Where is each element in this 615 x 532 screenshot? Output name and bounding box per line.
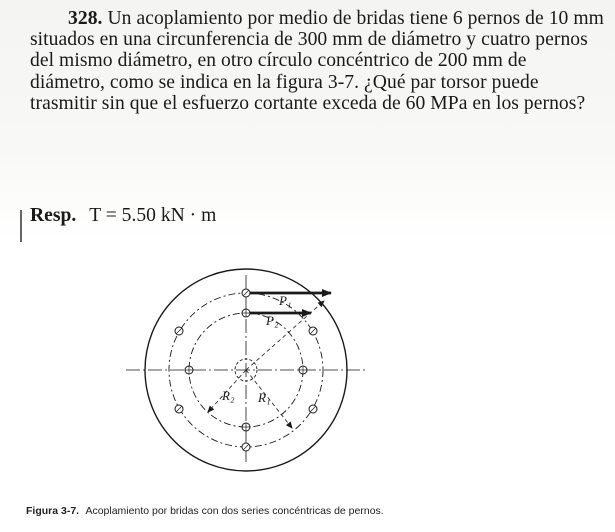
outer-bolt [175,405,183,413]
label-p1: P₁ [279,293,292,308]
answer-value: T = 5.50 kN · m [89,205,217,226]
radius-line-outer [246,301,324,370]
answer-label: Resp. [30,205,77,226]
problem-number: 328. [68,8,103,29]
page-edge-mark [20,210,22,242]
inner-bolt [299,366,307,374]
label-r2: R₂ [222,388,235,403]
outer-bolt [242,443,250,451]
answer-line [30,205,216,227]
label-r1: R₁ [258,390,271,405]
inner-bolt [242,309,250,317]
outer-bolt [309,327,317,335]
problem-statement [30,8,606,114]
flange-coupling-figure [0,240,615,490]
outer-bolt [242,289,250,297]
caption-tag: Figura 3-7. [26,505,80,517]
inner-bolt [185,366,193,374]
problem-text: Un acoplamiento por medio de bridas tiene 6 pernos de 10 mm situados en una circunferencia de 300 mm de diámetro y cuatro pernos del mismo diámetro, en otro círculo concéntrico de 200 mm de diámetro, como se indica en la figura 3-7. ¿Qué par torsor puede trasmitir sin que el esfuerzo cortante exceda de 60 MPa en los pernos? [30,8,604,114]
outer-bolt [175,327,183,335]
outer-bolt [309,405,317,413]
caption-text: Acoplamiento por bridas con dos series concéntricas de pernos. [85,505,384,517]
label-p2: P₂ [266,313,279,328]
figure-caption [26,505,384,517]
inner-bolt [242,423,250,431]
